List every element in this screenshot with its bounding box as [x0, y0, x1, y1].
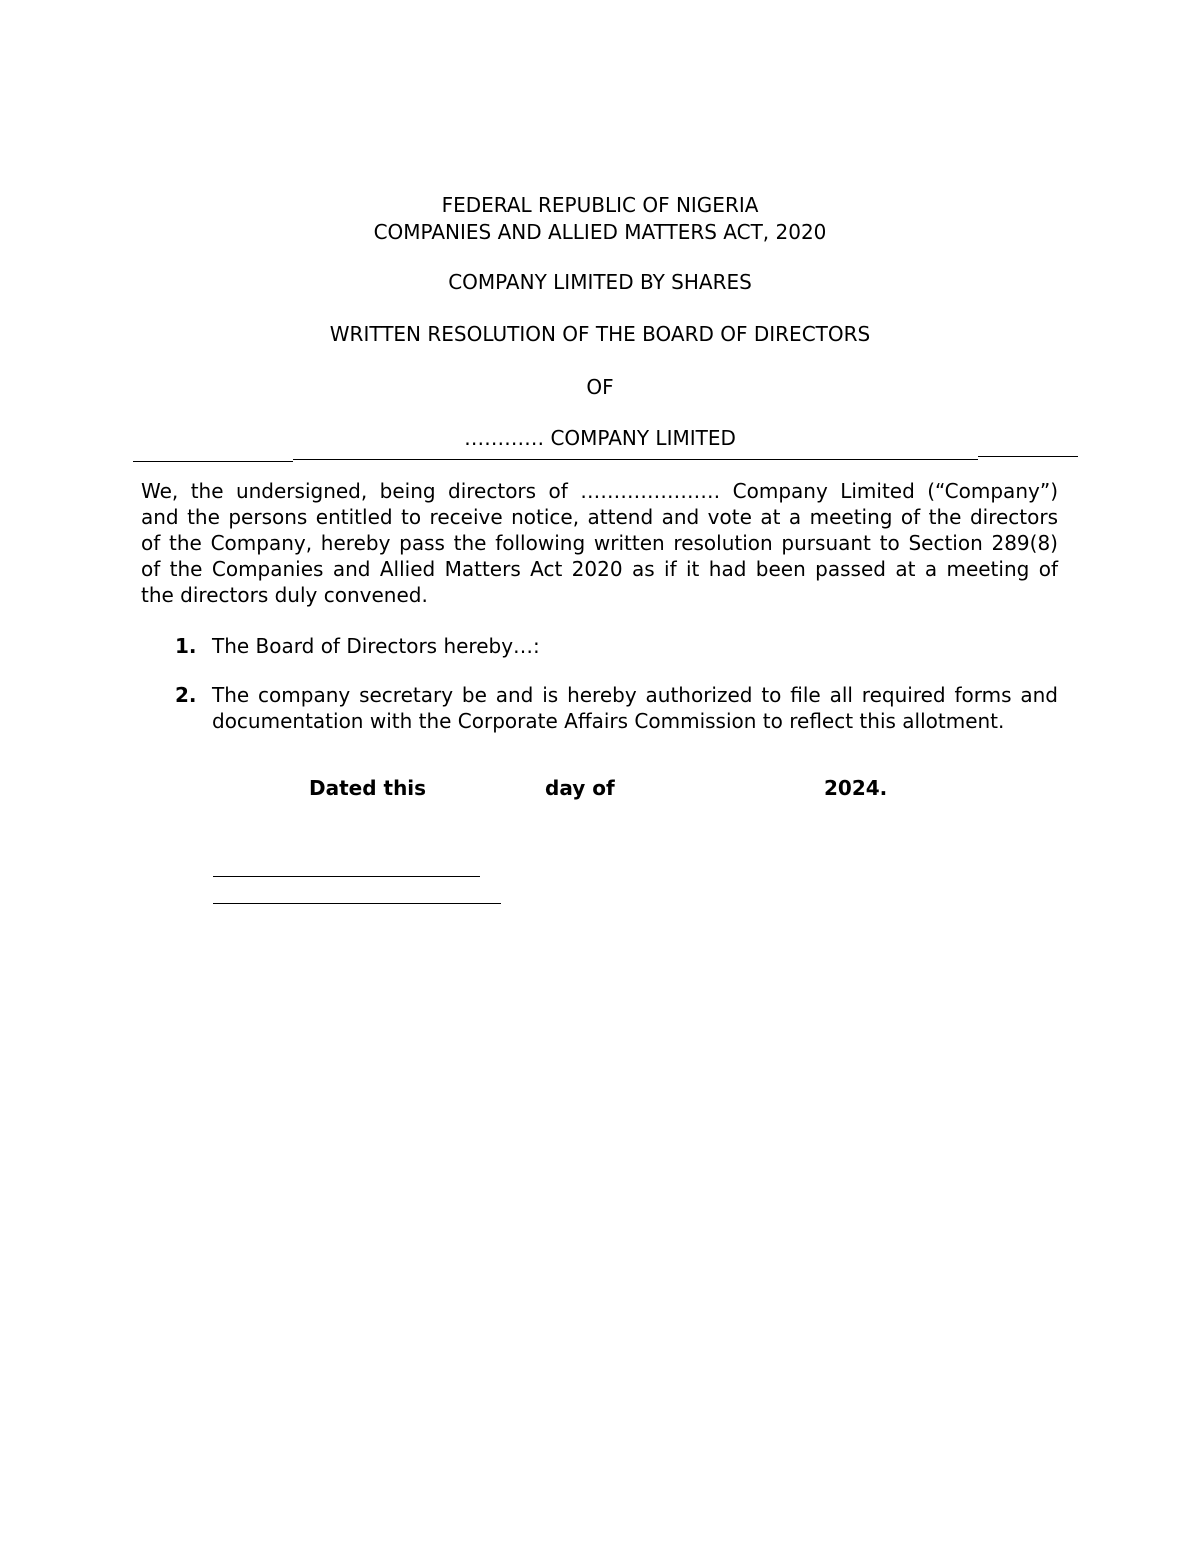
- resolution-text: [212, 682, 1058, 734]
- resolution-text: [212, 633, 1058, 659]
- signature-line-1: [213, 876, 480, 877]
- dated-prefix: Dated this: [309, 776, 427, 800]
- preamble-line: We, the undersigned, being directors of ………………… Company Limited (“Company”): [141, 479, 1058, 503]
- resolution-number: 2.: [175, 683, 197, 707]
- header-line-1: FEDERAL REPUBLIC OF NIGERIA: [441, 193, 759, 217]
- preamble-line: of the Companies and Allied Matters Act 2020 as if it had been passed at a meeting of: [141, 557, 1058, 581]
- preamble-line: the directors duly convened.: [141, 583, 428, 607]
- company-type-heading: COMPANY LIMITED BY SHARES: [448, 270, 752, 294]
- dated-year: 2024.: [824, 776, 888, 800]
- resolution-line: documentation with the Corporate Affairs Commission to reflect this allotment.: [212, 709, 1005, 733]
- resolution-line: The Board of Directors hereby…:: [212, 634, 540, 658]
- header-rule-left: [133, 461, 293, 462]
- resolution-title: WRITTEN RESOLUTION OF THE BOARD OF DIRECTORS: [329, 322, 871, 346]
- of-heading: OF: [586, 375, 614, 399]
- header-rule-center: [293, 459, 978, 460]
- header-rule-right: [978, 456, 1078, 457]
- resolution-line: The company secretary be and is hereby authorized to file all required forms and: [212, 683, 1058, 707]
- header-line-2: COMPANIES AND ALLIED MATTERS ACT, 2020: [373, 220, 827, 244]
- resolution-preamble: [141, 478, 1058, 608]
- preamble-line: and the persons entitled to receive notice, attend and vote at a meeting of the directors: [141, 505, 1058, 529]
- preamble-line: of the Company, hereby pass the following written resolution pursuant to Section 289(8): [141, 531, 1058, 555]
- dated-day-of: day of: [545, 776, 615, 800]
- resolution-number: 1.: [175, 634, 197, 658]
- signature-line-2: [213, 903, 501, 904]
- company-name-heading: ………… COMPANY LIMITED: [464, 426, 736, 450]
